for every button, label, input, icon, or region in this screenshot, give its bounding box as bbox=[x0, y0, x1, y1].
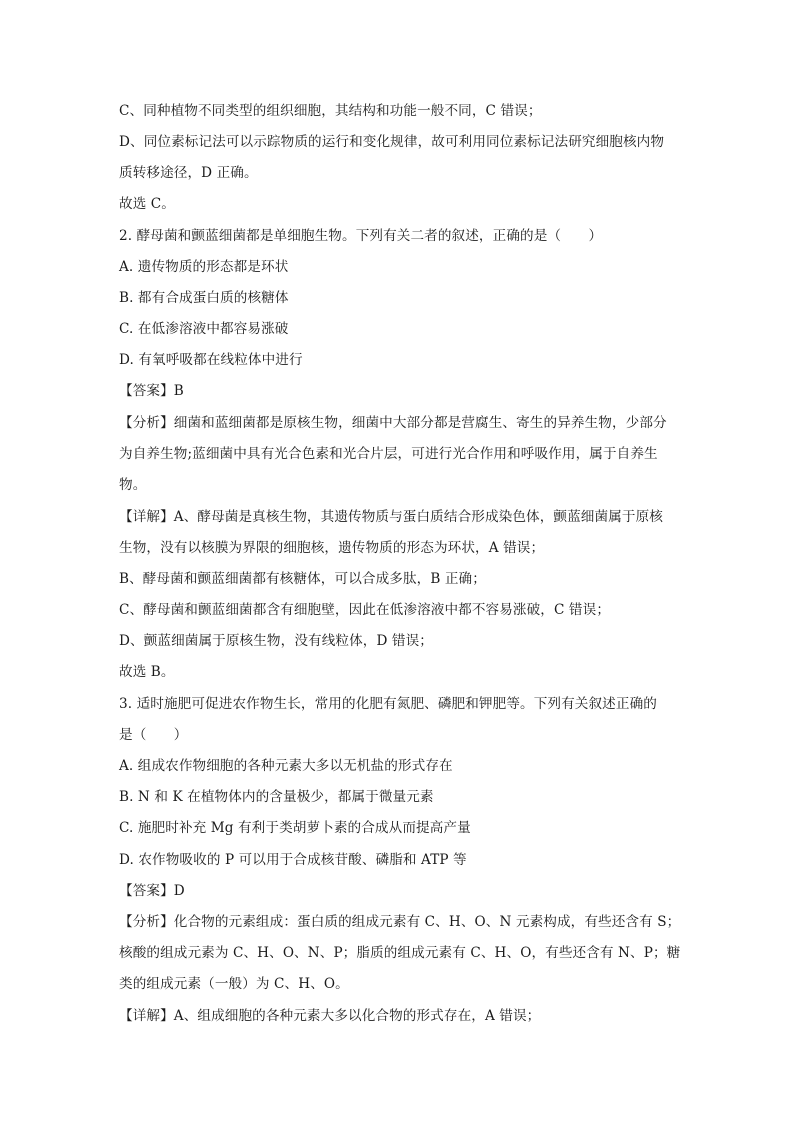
analysis-line: 核酸的组成元素为 C、H、O、N、P；脂质的组成元素有 C、H、O，有些还含有 N、P；糖 bbox=[119, 945, 681, 961]
explanation-line: C、酵母菌和颤蓝细菌都含有细胞壁，因此在低渗溶液中都不容易涨破，C 错误； bbox=[119, 602, 611, 618]
analysis-line: 【分析】细菌和蓝细菌都是原核生物，细菌中大部分都是营腐生、寄生的异养生物，少部分 bbox=[119, 415, 667, 431]
text-line: 故选 C。 bbox=[119, 196, 176, 212]
explanation-line: D、颤蓝细菌属于原核生物，没有线粒体，D 错误； bbox=[119, 633, 433, 649]
analysis-line: 【分析】化合物的元素组成：蛋白质的组成元素有 C、H、O、N 元素构成，有些还含有 S； bbox=[119, 914, 681, 930]
text-line: 故选 B。 bbox=[119, 664, 175, 680]
option-line: B. 都有合成蛋白质的核糖体 bbox=[119, 290, 289, 306]
text-line: D、同位素标记法可以示踪物质的运行和变化规律，故可利用同位素标记法研究细胞核内物 bbox=[119, 134, 665, 150]
option-line: A. 遗传物质的形态都是环状 bbox=[119, 259, 289, 275]
analysis-line: 物。 bbox=[119, 477, 147, 493]
option-line: A. 组成农作物细胞的各种元素大多以无机盐的形式存在 bbox=[119, 758, 453, 774]
question-line: 是（ ） bbox=[119, 727, 188, 743]
answer-line: 【答案】B bbox=[119, 383, 184, 399]
explanation-line: 【详解】A、组成细胞的各种元素大多以化合物的形式存在，A 错误； bbox=[119, 1008, 541, 1024]
analysis-line: 为自养生物;蓝细菌中具有光合色素和光合片层，可进行光合作用和呼吸作用，属于自养生 bbox=[119, 446, 658, 462]
option-line: D. 有氧呼吸都在线粒体中进行 bbox=[119, 352, 303, 368]
question-line: 3. 适时施肥可促进农作物生长，常用的化肥有氮肥、磷肥和钾肥等。下列有关叙述正确的 bbox=[119, 696, 657, 712]
explanation-line: B、酵母菌和颤蓝细菌都有核糖体，可以合成多肽，B 正确； bbox=[119, 571, 486, 587]
option-line: C. 在低渗溶液中都容易涨破 bbox=[119, 321, 289, 337]
explanation-line: 【详解】A、酵母菌是真核生物，其遗传物质与蛋白质结合形成染色体，颤蓝细菌属于原核 bbox=[119, 509, 663, 525]
option-line: C. 施肥时补充 Mg 有利于类胡萝卜素的合成从而提高产量 bbox=[119, 820, 471, 836]
answer-line: 【答案】D bbox=[119, 883, 185, 899]
option-line: B. N 和 K 在植物体内的含量极少，都属于微量元素 bbox=[119, 789, 434, 805]
analysis-line: 类的组成元素（一般）为 C、H、O。 bbox=[119, 976, 349, 992]
text-line: 质转移途径，D 正确。 bbox=[119, 165, 258, 181]
text-line: C、同种植物不同类型的组织细胞，其结构和功能一般不同，C 错误； bbox=[119, 103, 542, 119]
option-line: D. 农作物吸收的 P 可以用于合成核苷酸、磷脂和 ATP 等 bbox=[119, 852, 467, 868]
explanation-line: 生物，没有以核膜为界限的细胞核，遗传物质的形态为环状，A 错误； bbox=[119, 540, 545, 556]
question-line: 2. 酵母菌和颤蓝细菌都是单细胞生物。下列有关二者的叙述，正确的是（ ） bbox=[119, 228, 603, 244]
